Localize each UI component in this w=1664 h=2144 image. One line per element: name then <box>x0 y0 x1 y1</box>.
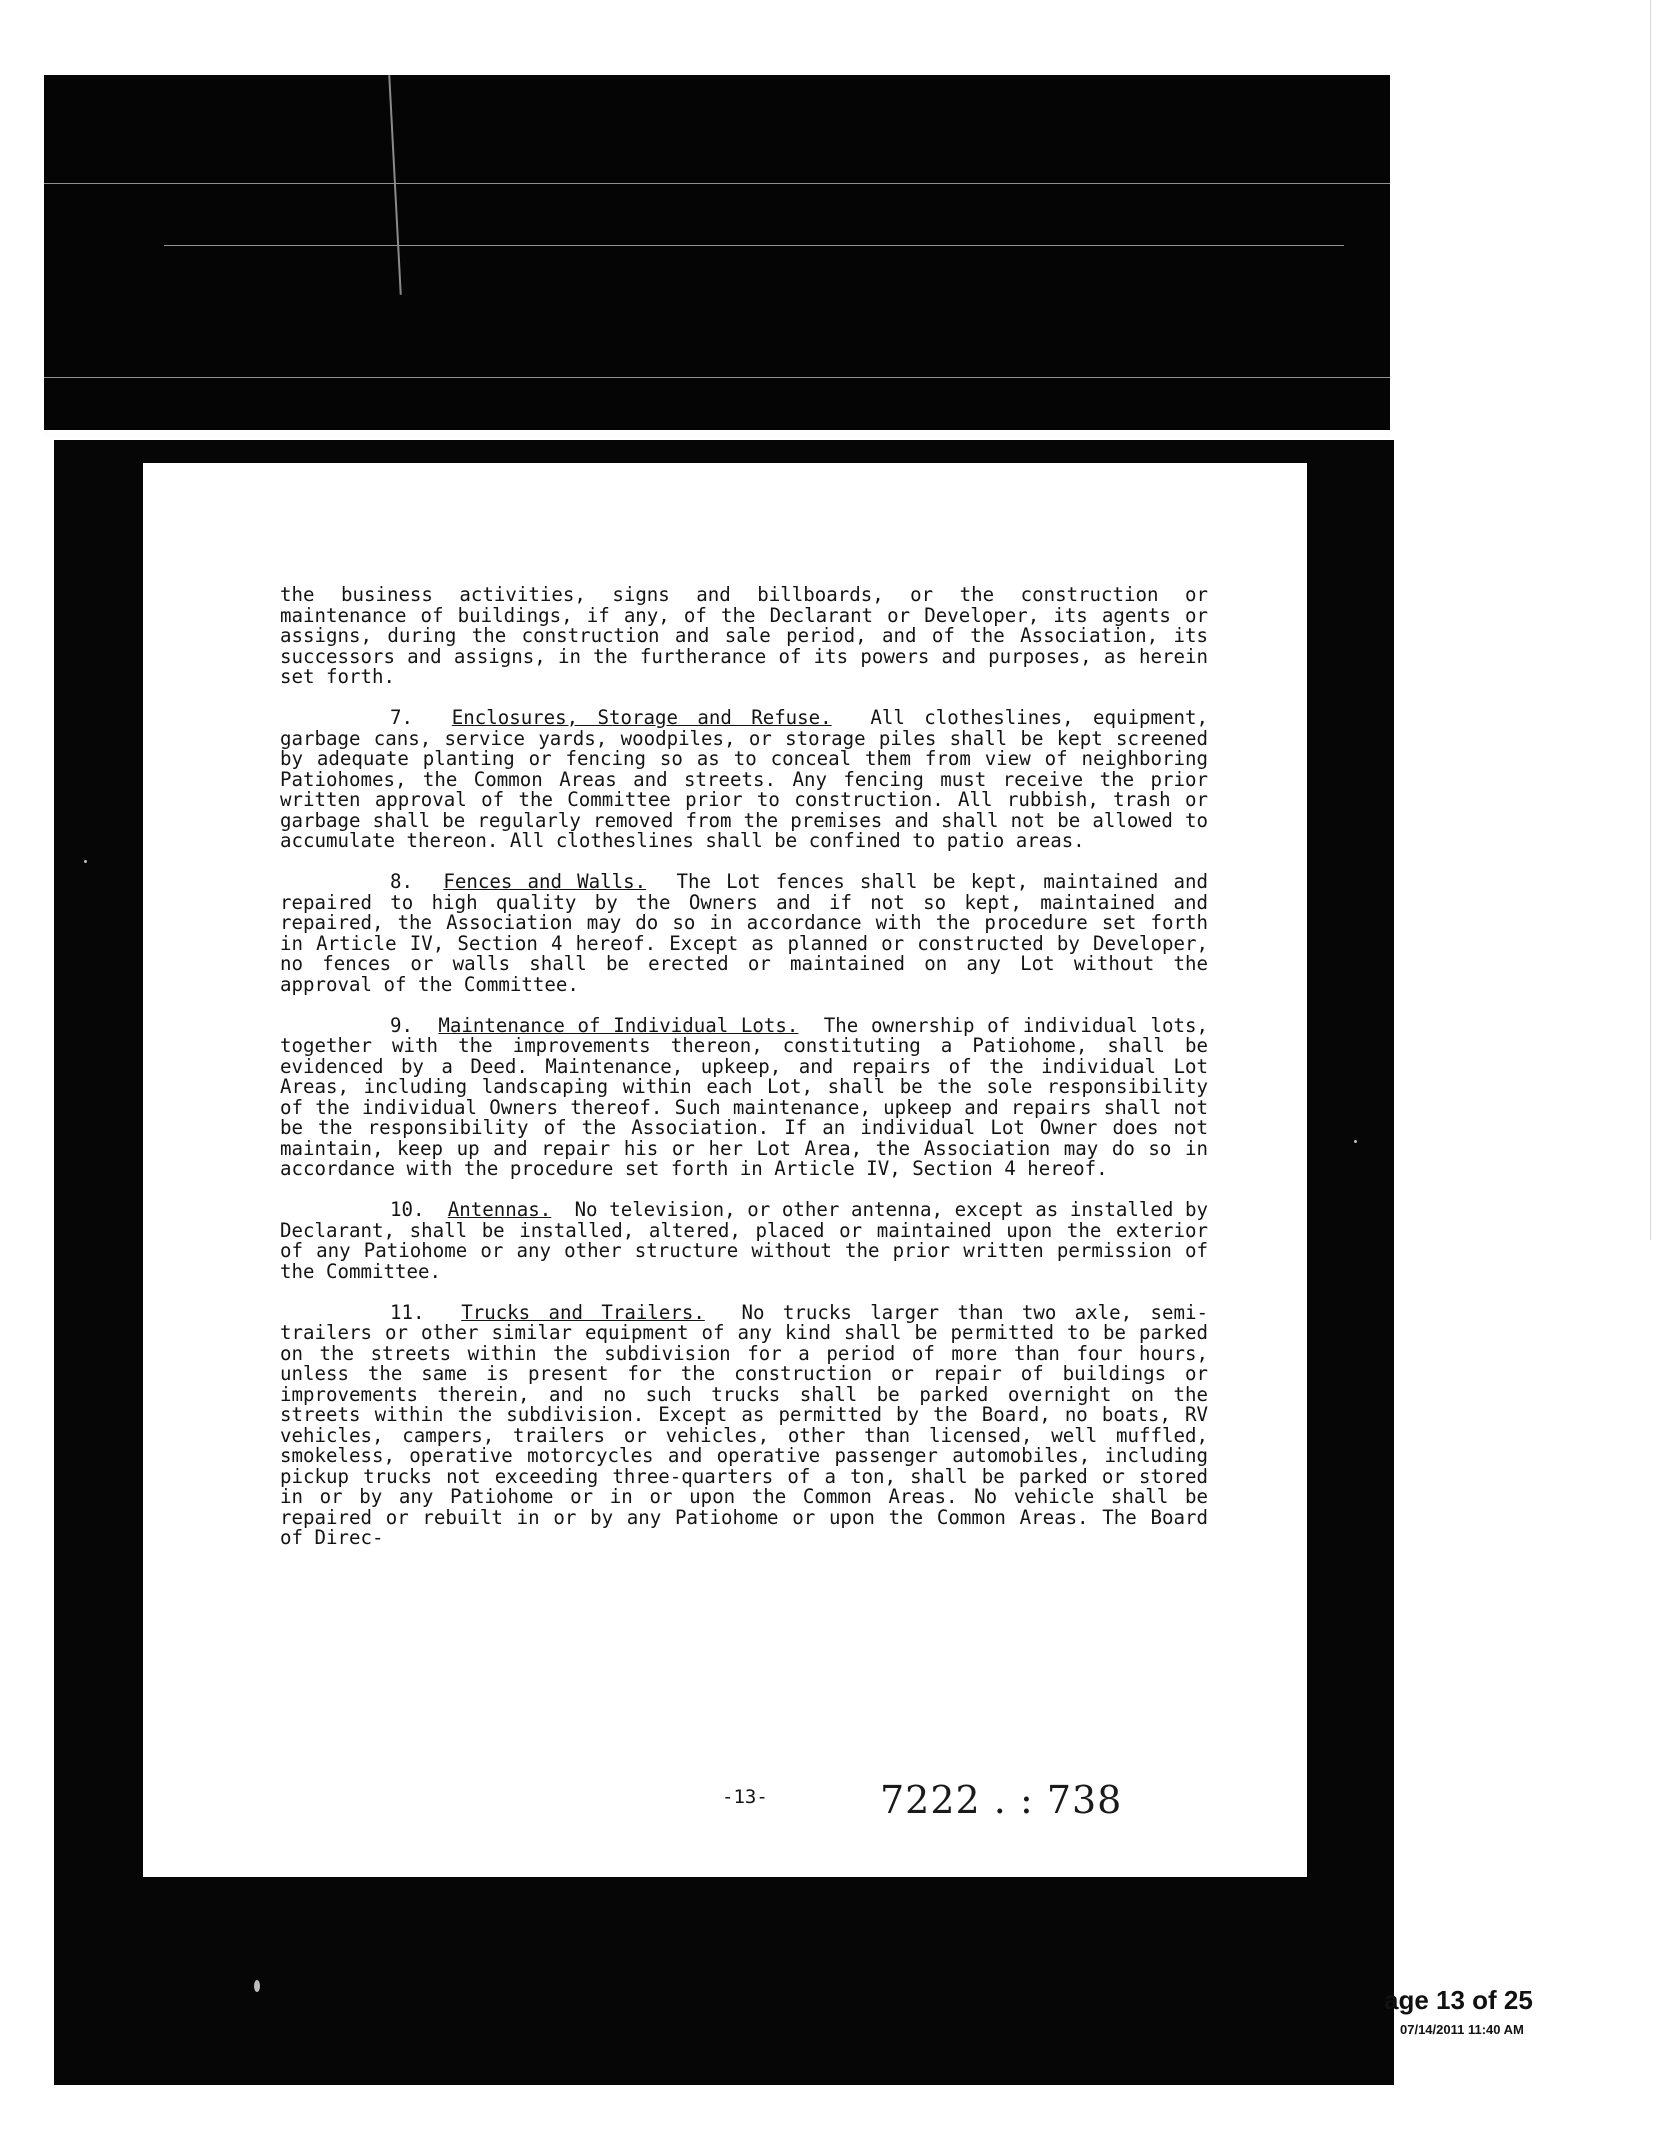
section-11 <box>280 1300 1208 1549</box>
section-8-body: The Lot fences shall be kept, maintained and repaired to high quality by the Owners and if not so kept, maintained and repaired, the Association may do so in accordance with the procedure set forth in Article IV, Section 4 hereof. Except as planned or constructed by Developer, no fences or walls shall be erected or maintained on any Lot without the approval of the Committee. <box>280 870 1208 996</box>
scan-artifact-line <box>164 245 1344 246</box>
section-8 <box>280 872 1208 995</box>
page-indicator: age 13 of 25 <box>1384 1985 1533 2015</box>
section-11-heading: Trucks and Trailers. <box>461 1300 705 1324</box>
scan-artifact-line <box>44 183 1390 184</box>
document-body <box>280 585 1208 1569</box>
section-10-body: No television, or other antenna, except as installed by Declarant, shall be installed, altered, placed or maintained upon the exterior of any Patiohome or any other structure without the prior written permission of the Committee. <box>280 1198 1208 1283</box>
section-11-body: No trucks larger than two axle, semi-trailers or other similar equipment of any kind shall be permitted to be parked on the streets within the subdivision for a period of more than four hours, unless the same is present for the construction or repair of buildings or improvements therein, and no such trucks shall be parked overnight on the streets within the subdivision. Except as permitted by the Board, no boats, RV vehicles, campers, trailers or vehicles, other than licensed, well muffled, smokeless, operative motorcycles and operative passenger automobiles, including pickup trucks not exceeding three-quarters of a ton, shall be parked or stored in or by any Patiohome or in or upon the Common Areas. No vehicle shall be repaired or rebuilt in or by any Patiohome or upon the Common Areas. The Board of Direc- <box>280 1300 1208 1549</box>
scan-artifact-line <box>44 377 1390 378</box>
margin-line <box>1650 0 1651 1240</box>
section-9-number: 9. <box>390 1013 413 1037</box>
section-10-heading: Antennas. <box>447 1198 552 1221</box>
section-11-number: 11. <box>390 1300 425 1324</box>
scan-scratch <box>388 75 402 295</box>
section-9-body: The ownership of individual lots, together with the improvements thereon, constituting a Patiohome, shall be evidenced by a Deed. Maintenance, upkeep, and repairs of the individual Lot Areas, including landscaping within each Lot, shall be the sole responsibility of the individual Owners thereof. Such maintenance, upkeep and repairs shall not be the responsibility of the Association. If an individual Lot Owner does not maintain, keep up and repair his or her Lot Area, the Association may do so in accordance with the procedure set forth in Article IV, Section 4 hereof. <box>280 1013 1208 1180</box>
recording-stamp: 7222 . : 738 <box>880 1778 1123 1822</box>
section-8-heading: Fences and Walls. <box>443 870 647 893</box>
section-7-heading: Enclosures, Storage and Refuse. <box>451 706 832 729</box>
section-10-number: 10. <box>390 1198 425 1221</box>
section-10 <box>280 1200 1208 1282</box>
page-number: -13- <box>722 1786 768 1808</box>
speck <box>254 1980 260 1992</box>
speck <box>1354 1140 1357 1143</box>
section-9 <box>280 1013 1208 1180</box>
continuation-paragraph: the business activities, signs and billboards, or the construction or maintenance of buildings, if any, of the Declarant or Developer, its agents or assigns, during the construction and sale period, and of the Association, its successors and assigns, in the furtherance of its powers and purposes, as herein set forth. <box>280 583 1208 688</box>
section-9-heading: Maintenance of Individual Lots. <box>438 1013 799 1037</box>
scan-gap <box>44 430 1390 438</box>
section-7 <box>280 708 1208 852</box>
section-7-number: 7. <box>390 706 413 729</box>
section-7-body: All clotheslines, equipment, garbage cans, service yards, woodpiles, or storage piles shall be kept screened by adequate planting or fencing so as to conceal them from view of neighboring Patiohomes, the Common Areas and streets. Any fencing must receive the prior written approval of the Committee prior to construction. All rubbish, trash or garbage shall be regularly removed from the premises and shall not be allowed to accumulate thereon. All clotheslines shall be confined to patio areas. <box>280 706 1208 852</box>
scan-black-band <box>44 75 1390 430</box>
speck <box>84 860 87 863</box>
print-timestamp: 07/14/2011 11:40 AM <box>1400 2022 1524 2037</box>
section-8-number: 8. <box>390 870 413 893</box>
